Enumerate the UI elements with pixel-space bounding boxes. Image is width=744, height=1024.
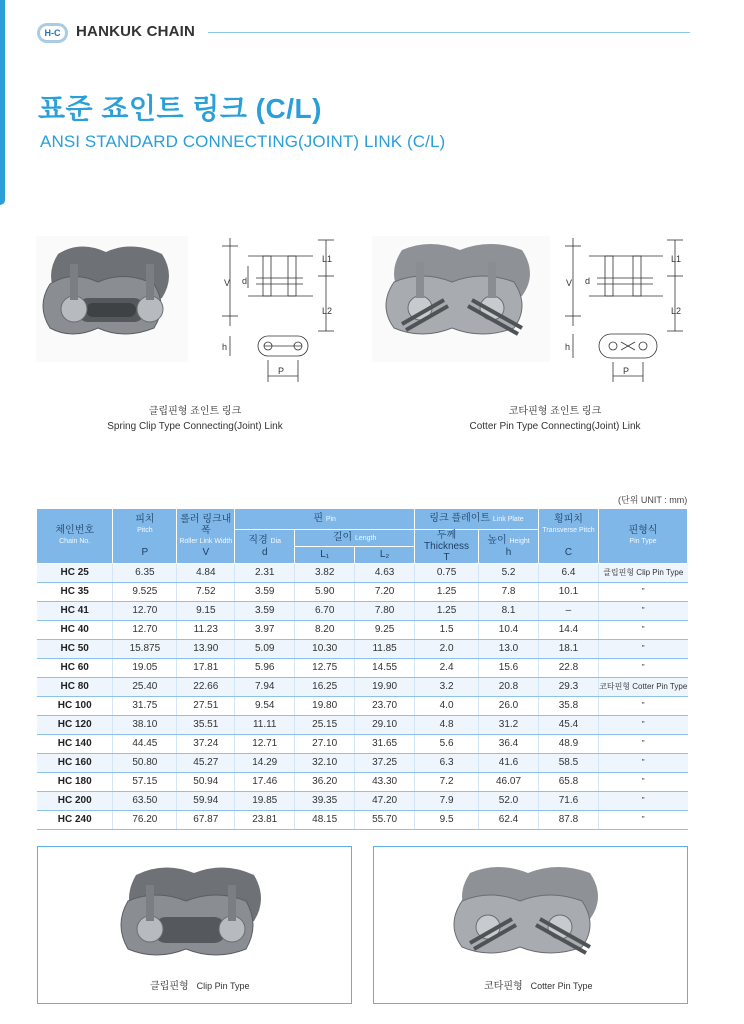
svg-text:L1: L1: [671, 254, 682, 264]
table-row: [37, 753, 688, 772]
table-cell: 2.31: [235, 563, 295, 582]
pin-type-cell: ": [598, 658, 687, 677]
svg-text:d: d: [242, 276, 248, 286]
table-cell: 47.20: [355, 791, 415, 810]
table-row: [37, 658, 688, 677]
table-cell: 2.4: [415, 658, 479, 677]
table-cell: 19.80: [295, 696, 355, 715]
page-title-english: ANSI STANDARD CONNECTING(JOINT) LINK (C/L): [40, 132, 446, 151]
svg-text:P: P: [623, 366, 630, 376]
table-row: [37, 601, 688, 620]
table-cell: 22.66: [177, 677, 235, 696]
table-row: [37, 677, 688, 696]
table-cell: 37.25: [355, 753, 415, 772]
table-cell: –: [538, 601, 598, 620]
svg-text:L1: L1: [322, 254, 333, 264]
table-cell: 7.94: [235, 677, 295, 696]
roller-width-header: 롤러 링크내폭 Roller Link Width V: [177, 509, 235, 563]
table-cell: 43.30: [355, 772, 415, 791]
cotter-pin-link-photo-bottom: [440, 857, 620, 967]
pin-type-cell: ": [598, 696, 687, 715]
table-cell: 14.29: [235, 753, 295, 772]
table-cell: 12.75: [295, 658, 355, 677]
table-cell: 26.0: [479, 696, 539, 715]
table-cell: 10.30: [295, 639, 355, 658]
svg-text:P: P: [278, 366, 285, 376]
chain-number-cell: HC 40: [37, 620, 113, 639]
table-cell: 41.6: [479, 753, 539, 772]
l1-header: L₁: [295, 546, 355, 563]
svg-text:h: h: [222, 342, 228, 352]
table-cell: 18.1: [538, 639, 598, 658]
svg-text:V: V: [566, 278, 573, 288]
side-accent-bar: [0, 0, 5, 205]
table-cell: 9.54: [235, 696, 295, 715]
brand-name: HANKUK CHAIN: [76, 23, 196, 40]
pin-type-cell: ": [598, 734, 687, 753]
table-cell: 31.2: [479, 715, 539, 734]
pin-type-cell: ": [598, 715, 687, 734]
table-cell: 11.11: [235, 715, 295, 734]
table-cell: 52.0: [479, 791, 539, 810]
table-cell: 12.70: [113, 601, 177, 620]
table-row: [37, 734, 688, 753]
hc-logo: H-C: [37, 23, 68, 43]
table-cell: 27.51: [177, 696, 235, 715]
table-cell: 29.10: [355, 715, 415, 734]
table-cell: 11.23: [177, 620, 235, 639]
l2-header: L₂: [355, 546, 415, 563]
page-title-korean: 표준 죠인트 링크 (C/L): [38, 93, 322, 124]
table-cell: 16.25: [295, 677, 355, 696]
table-cell: 3.59: [235, 582, 295, 601]
table-cell: 10.4: [479, 620, 539, 639]
table-cell: 50.80: [113, 753, 177, 772]
table-cell: 7.80: [355, 601, 415, 620]
table-cell: 5.6: [415, 734, 479, 753]
table-cell: 44.45: [113, 734, 177, 753]
chain-number-cell: HC 50: [37, 639, 113, 658]
table-cell: 13.90: [177, 639, 235, 658]
table-cell: 1.25: [415, 582, 479, 601]
svg-text:d: d: [585, 276, 591, 286]
table-cell: 17.81: [177, 658, 235, 677]
table-row: [37, 620, 688, 639]
table-cell: 19.90: [355, 677, 415, 696]
table-cell: 37.24: [177, 734, 235, 753]
chain-number-cell: HC 80: [37, 677, 113, 696]
table-cell: 12.70: [113, 620, 177, 639]
table-cell: 36.20: [295, 772, 355, 791]
table-row: [37, 563, 688, 582]
table-cell: 1.5: [415, 620, 479, 639]
table-cell: 3.59: [235, 601, 295, 620]
unit-note: (단위 UNIT : mm): [618, 495, 688, 505]
length-header: 길이 Length: [295, 529, 415, 546]
chain-number-cell: HC 25: [37, 563, 113, 582]
table-cell: 1.25: [415, 601, 479, 620]
pin-type-header: 핀형식 Pin Type: [598, 509, 687, 563]
table-cell: 8.1: [479, 601, 539, 620]
table-cell: 6.3: [415, 753, 479, 772]
pin-type-cell: ": [598, 772, 687, 791]
svg-text:V: V: [224, 278, 231, 288]
table-cell: 4.0: [415, 696, 479, 715]
chain-number-cell: HC 140: [37, 734, 113, 753]
chain-number-cell: HC 240: [37, 810, 113, 829]
table-cell: 50.94: [177, 772, 235, 791]
table-cell: 10.1: [538, 582, 598, 601]
table-cell: 46.07: [479, 772, 539, 791]
clip-pin-box: [37, 846, 352, 1004]
spring-clip-caption: 클립핀형 죠인트 링크 Spring Clip Type Connecting(Joint) Link: [107, 406, 283, 432]
table-cell: 32.10: [295, 753, 355, 772]
table-cell: 31.75: [113, 696, 177, 715]
table-cell: 23.81: [235, 810, 295, 829]
table-cell: 22.8: [538, 658, 598, 677]
table-cell: 7.8: [479, 582, 539, 601]
link-plate-header: 링크 플레이트 Link Plate: [415, 509, 539, 529]
table-cell: 11.85: [355, 639, 415, 658]
table-cell: 23.70: [355, 696, 415, 715]
table-cell: 25.40: [113, 677, 177, 696]
table-cell: 67.87: [177, 810, 235, 829]
dia-header: 직경 Dia d: [235, 529, 295, 563]
cotter-pin-label: 코타핀형 Cotter Pin Type: [484, 981, 593, 992]
table-cell: 6.4: [538, 563, 598, 582]
table-row: [37, 791, 688, 810]
table-cell: 31.65: [355, 734, 415, 753]
chain-number-cell: HC 200: [37, 791, 113, 810]
pin-type-cell: 코타핀형 Cotter Pin Type: [598, 677, 687, 696]
table-cell: 8.20: [295, 620, 355, 639]
table-cell: 5.09: [235, 639, 295, 658]
table-cell: 57.15: [113, 772, 177, 791]
table-cell: 55.70: [355, 810, 415, 829]
table-cell: 62.4: [479, 810, 539, 829]
table-cell: 7.9: [415, 791, 479, 810]
table-cell: 39.35: [295, 791, 355, 810]
table-row: [37, 810, 688, 829]
pin-type-cell: ": [598, 810, 687, 829]
table-cell: 29.3: [538, 677, 598, 696]
chain-number-cell: HC 160: [37, 753, 113, 772]
table-cell: 76.20: [113, 810, 177, 829]
clip-pin-label: 클립핀형 Clip Pin Type: [150, 981, 250, 992]
table-cell: 65.8: [538, 772, 598, 791]
table-cell: 19.05: [113, 658, 177, 677]
table-cell: 20.8: [479, 677, 539, 696]
table-cell: 15.6: [479, 658, 539, 677]
svg-text:h: h: [565, 342, 571, 352]
pin-type-cell: ": [598, 601, 687, 620]
table-cell: 7.2: [415, 772, 479, 791]
table-cell: 17.46: [235, 772, 295, 791]
pin-header: 핀 Pin: [235, 509, 415, 529]
table-cell: 9.525: [113, 582, 177, 601]
table-cell: 27.10: [295, 734, 355, 753]
table-cell: 9.15: [177, 601, 235, 620]
chain-number-cell: HC 120: [37, 715, 113, 734]
cotter-pin-caption: 코타핀형 죠인트 링크 Cotter Pin Type Connecting(Joint) Link: [469, 406, 641, 432]
pin-type-cell: ": [598, 620, 687, 639]
table-row: [37, 582, 688, 601]
header-rule: [208, 32, 690, 33]
table-cell: 5.2: [479, 563, 539, 582]
table-cell: 5.96: [235, 658, 295, 677]
table-cell: 15.875: [113, 639, 177, 658]
table-cell: 48.15: [295, 810, 355, 829]
cotter-pin-box: [373, 846, 688, 1004]
table-cell: 3.97: [235, 620, 295, 639]
spring-clip-dimension-drawing: [218, 236, 338, 386]
table-cell: 12.71: [235, 734, 295, 753]
table-cell: 36.4: [479, 734, 539, 753]
table-cell: 6.35: [113, 563, 177, 582]
pin-type-cell: ": [598, 753, 687, 772]
table-cell: 9.5: [415, 810, 479, 829]
table-cell: 13.0: [479, 639, 539, 658]
table-row: [37, 639, 688, 658]
table-cell: 5.90: [295, 582, 355, 601]
svg-text:L2: L2: [322, 306, 333, 316]
table-cell: 3.82: [295, 563, 355, 582]
height-header: 높이 Height h: [479, 529, 539, 563]
table-cell: 25.15: [295, 715, 355, 734]
chain-number-cell: HC 180: [37, 772, 113, 791]
spec-table: [37, 509, 688, 830]
table-cell: 4.63: [355, 563, 415, 582]
clip-pin-link-photo: [106, 855, 286, 965]
table-cell: 0.75: [415, 563, 479, 582]
pin-type-cell: ": [598, 791, 687, 810]
table-cell: 3.2: [415, 677, 479, 696]
pin-type-cell: ": [598, 582, 687, 601]
table-cell: 48.9: [538, 734, 598, 753]
pin-type-cell: ": [598, 639, 687, 658]
svg-text:L2: L2: [671, 306, 682, 316]
table-cell: 38.10: [113, 715, 177, 734]
table-cell: 14.4: [538, 620, 598, 639]
table-cell: 63.50: [113, 791, 177, 810]
table-cell: 45.27: [177, 753, 235, 772]
thickness-header: 두께 Thickness T: [415, 529, 479, 563]
pitch-header: 피치 Pitch P: [113, 509, 177, 563]
table-row: [37, 772, 688, 791]
table-cell: 71.6: [538, 791, 598, 810]
table-cell: 7.20: [355, 582, 415, 601]
chain-number-cell: HC 60: [37, 658, 113, 677]
spring-clip-link-photo: [36, 236, 188, 362]
cotter-pin-link-photo: [372, 236, 550, 362]
table-cell: 6.70: [295, 601, 355, 620]
chain-number-cell: HC 35: [37, 582, 113, 601]
transverse-pitch-header: 횡피치 Transverse Pitch C: [538, 509, 598, 563]
cotter-pin-dimension-drawing: [563, 236, 688, 386]
chain-number-cell: HC 41: [37, 601, 113, 620]
table-cell: 19.85: [235, 791, 295, 810]
pin-type-cell: 클립핀형 Clip Pin Type: [598, 563, 687, 582]
table-cell: 9.25: [355, 620, 415, 639]
chain-number-cell: HC 100: [37, 696, 113, 715]
table-cell: 45.4: [538, 715, 598, 734]
table-cell: 35.8: [538, 696, 598, 715]
table-cell: 59.94: [177, 791, 235, 810]
table-row: [37, 696, 688, 715]
table-cell: 4.8: [415, 715, 479, 734]
table-cell: 2.0: [415, 639, 479, 658]
table-row: [37, 715, 688, 734]
table-cell: 7.52: [177, 582, 235, 601]
table-cell: 35.51: [177, 715, 235, 734]
table-cell: 87.8: [538, 810, 598, 829]
chain-no-header: 체인번호 Chain No.: [37, 509, 113, 563]
table-cell: 4.84: [177, 563, 235, 582]
table-cell: 58.5: [538, 753, 598, 772]
table-cell: 14.55: [355, 658, 415, 677]
